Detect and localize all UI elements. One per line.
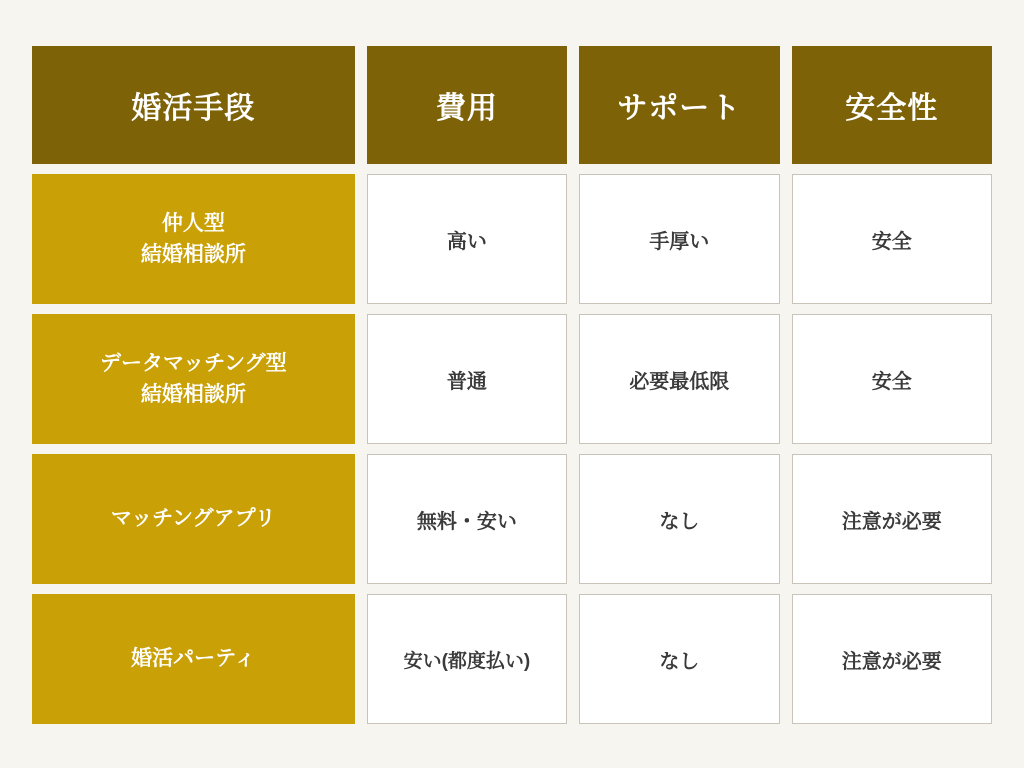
row-header-line: 結婚相談所 [140, 383, 246, 406]
cell-safety: 注意が必要 [792, 594, 992, 724]
cell-support: 手厚い [579, 174, 779, 304]
table-row [32, 314, 992, 444]
table-row [32, 454, 992, 584]
cell-safety: 安全 [792, 174, 992, 304]
column-header-cost: 費用 [367, 46, 567, 164]
column-header-support: サポート [579, 46, 779, 164]
cell-cost: 安い(都度払い) [367, 594, 567, 724]
cell-cost: 無料・安い [367, 454, 567, 584]
row-header-method [32, 594, 355, 724]
table-header-row-group [32, 46, 992, 164]
cell-cost: 高い [367, 174, 567, 304]
cell-support: なし [579, 454, 779, 584]
row-header-method [32, 174, 355, 304]
row-header-line: 仲人型 [161, 211, 225, 235]
comparison-table-container [32, 48, 992, 734]
row-header-method [32, 314, 355, 444]
cell-safety: 安全 [792, 314, 992, 444]
row-header-line: データマッチング型 [99, 351, 287, 375]
row-header-line: マッチングアプリ [110, 507, 276, 531]
comparison-table [20, 36, 1004, 734]
row-header-line: 結婚相談所 [140, 243, 246, 266]
cell-safety: 注意が必要 [792, 454, 992, 584]
table-row [32, 174, 992, 304]
cell-support: 必要最低限 [579, 314, 779, 444]
table-header-row [32, 46, 992, 164]
cell-cost: 普通 [367, 314, 567, 444]
table-row [32, 594, 992, 724]
column-header-safety: 安全性 [792, 46, 992, 164]
column-header-method: 婚活手段 [32, 46, 355, 164]
row-header-line: 婚活パーティ [131, 647, 256, 671]
cell-support: なし [579, 594, 779, 724]
row-header-method [32, 454, 355, 584]
table-body [32, 174, 992, 724]
